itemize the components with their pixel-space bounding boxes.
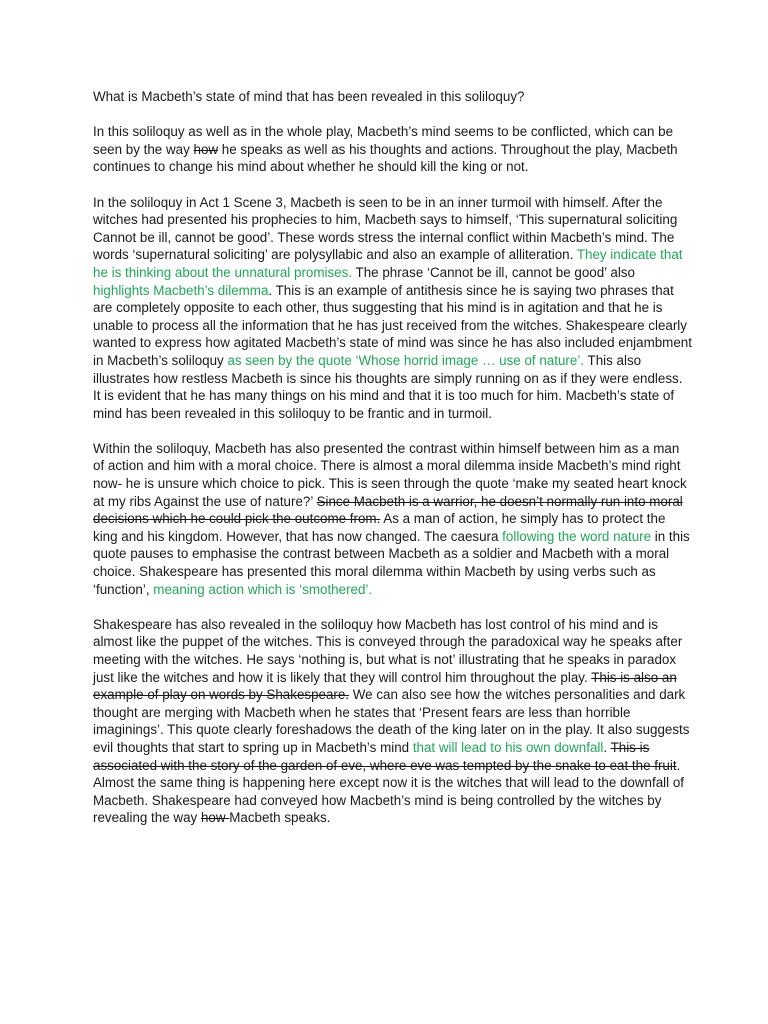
essay-question: What is Macbeth’s state of mind that has been revealed in this soliloquy? bbox=[93, 89, 525, 104]
green-comment-text: following the word nature bbox=[502, 528, 652, 544]
text-segment: In the soliloquy in Act 1 Scene 3, Macbeth is seen to be in an inner turmoil with himself. After the witches had presented his prophecies to him, Macbeth says to himself, ‘This supernatural soliciting Cannot be ill, cannot be good’. These words stress the internal conflict within Macbeth’s mind. The words ‘supernatural soliciting’ are polysyllabic and also an example of alliteration. bbox=[93, 194, 678, 263]
green-comment-text: that will lead to his own downfall bbox=[412, 739, 604, 755]
struck-text: how bbox=[193, 141, 219, 157]
text-segment: Macbeth speaks. bbox=[229, 810, 331, 826]
text-segment: Within the soliloquy, Macbeth has also presented the contrast within himself between him as a man of action and him with a moral choice. There is almost a moral dilemma inside Macbeth’s mind right now- he is unsure which choice to pick. This is seen through the quote ‘make my seated heart knock at my ribs Against the use of nature?’ bbox=[93, 440, 687, 509]
text-segment: . Almost the same thing is happening here except now it is the witches that will lead to the downfall of Macbeth. Shakespeare had conveyed how Macbeth’s mind is being controlled by the witches by revealing the way bbox=[93, 757, 685, 826]
paragraph-3 bbox=[93, 440, 693, 598]
struck-text: This is also an example of play on words by Shakespeare. bbox=[93, 669, 677, 703]
text-segment: in this quote pauses to emphasise the contrast between Macbeth as a soldier and Macbeth with a moral choice. Shakespeare has presented this moral dilemma within Macbeth by using verbs such as ‘function’, bbox=[93, 528, 690, 597]
paragraph-4 bbox=[93, 616, 693, 827]
green-comment-text: as seen by the quote ‘Whose horrid image … use of nature’. bbox=[227, 352, 585, 368]
text-segment: he speaks as well as his thoughts and actions. Throughout the play, Macbeth continues to change his mind about whether he should kill the king or not. bbox=[93, 141, 678, 175]
text-segment: In this soliloquy as well as in the whole play, Macbeth’s mind seems to be conflicted, which can be seen by the way bbox=[93, 124, 674, 157]
struck-text: how bbox=[200, 810, 230, 826]
text-segment: The phrase ‘Cannot be ill, cannot be good’ also bbox=[352, 264, 635, 280]
struck-text: Since Macbeth is a warrior, he doesn’t normally run into moral decisions which he could pick the outcome from. bbox=[93, 493, 683, 527]
text-segment: . bbox=[603, 739, 611, 755]
green-comment-text: highlights Macbeth’s dilemma bbox=[93, 282, 269, 298]
essay-document bbox=[93, 88, 693, 845]
text-segment: We can also see how the witches personalities and dark thought are merging with Macbeth when he states that ‘Present fears are less than horrible imaginings’. This quote clearly foreshadows the death of the king later on in the play. It also suggests evil thoughts that start to spring up in Macbeth’s mind bbox=[93, 687, 690, 755]
green-comment-text: meaning action which is ‘smothered’. bbox=[153, 581, 373, 597]
struck-text: This is associated with the story of the garden of eve, where eve was tempted by the snake to eat the fruit bbox=[93, 739, 677, 773]
text-segment: As a man of action, he simply has to protect the king and his kingdom. However, that has now changed. The caesura bbox=[93, 511, 666, 544]
text-segment: . This is an example of antithesis since he is saying two phrases that are completely opposite to each other, thus suggesting that his mind is in agitation and that he is unable to process all the information that he has just received from the witches. Shakespeare clearly wanted to express how agitated Macbeth’s state of mind was since he has also included enjambment in Macbeth’s soliloquy bbox=[93, 282, 692, 368]
green-comment-text: They indicate that he is thinking about the unnatural promises. bbox=[93, 247, 683, 280]
paragraph-2 bbox=[93, 194, 693, 423]
text-segment: This also illustrates how restless Macbeth is since his thoughts are simply running on as if they were endless. It is evident that he has many things on his mind and that it is too much for him. Macbeth’s state of mind has been revealed in this soliloquy to be frantic and in turmoil. bbox=[93, 352, 683, 421]
paragraph-1 bbox=[93, 123, 693, 176]
text-segment: Shakespeare has also revealed in the soliloquy how Macbeth has lost control of his mind and is almost like the puppet of the witches. This is conveyed through the paradoxical way he speaks after meeting with the witches. He says ‘nothing is, but what is not’ illustrating that he speaks in paradox just like the witches and how it is likely that they will control him throughout the play. bbox=[93, 616, 683, 685]
